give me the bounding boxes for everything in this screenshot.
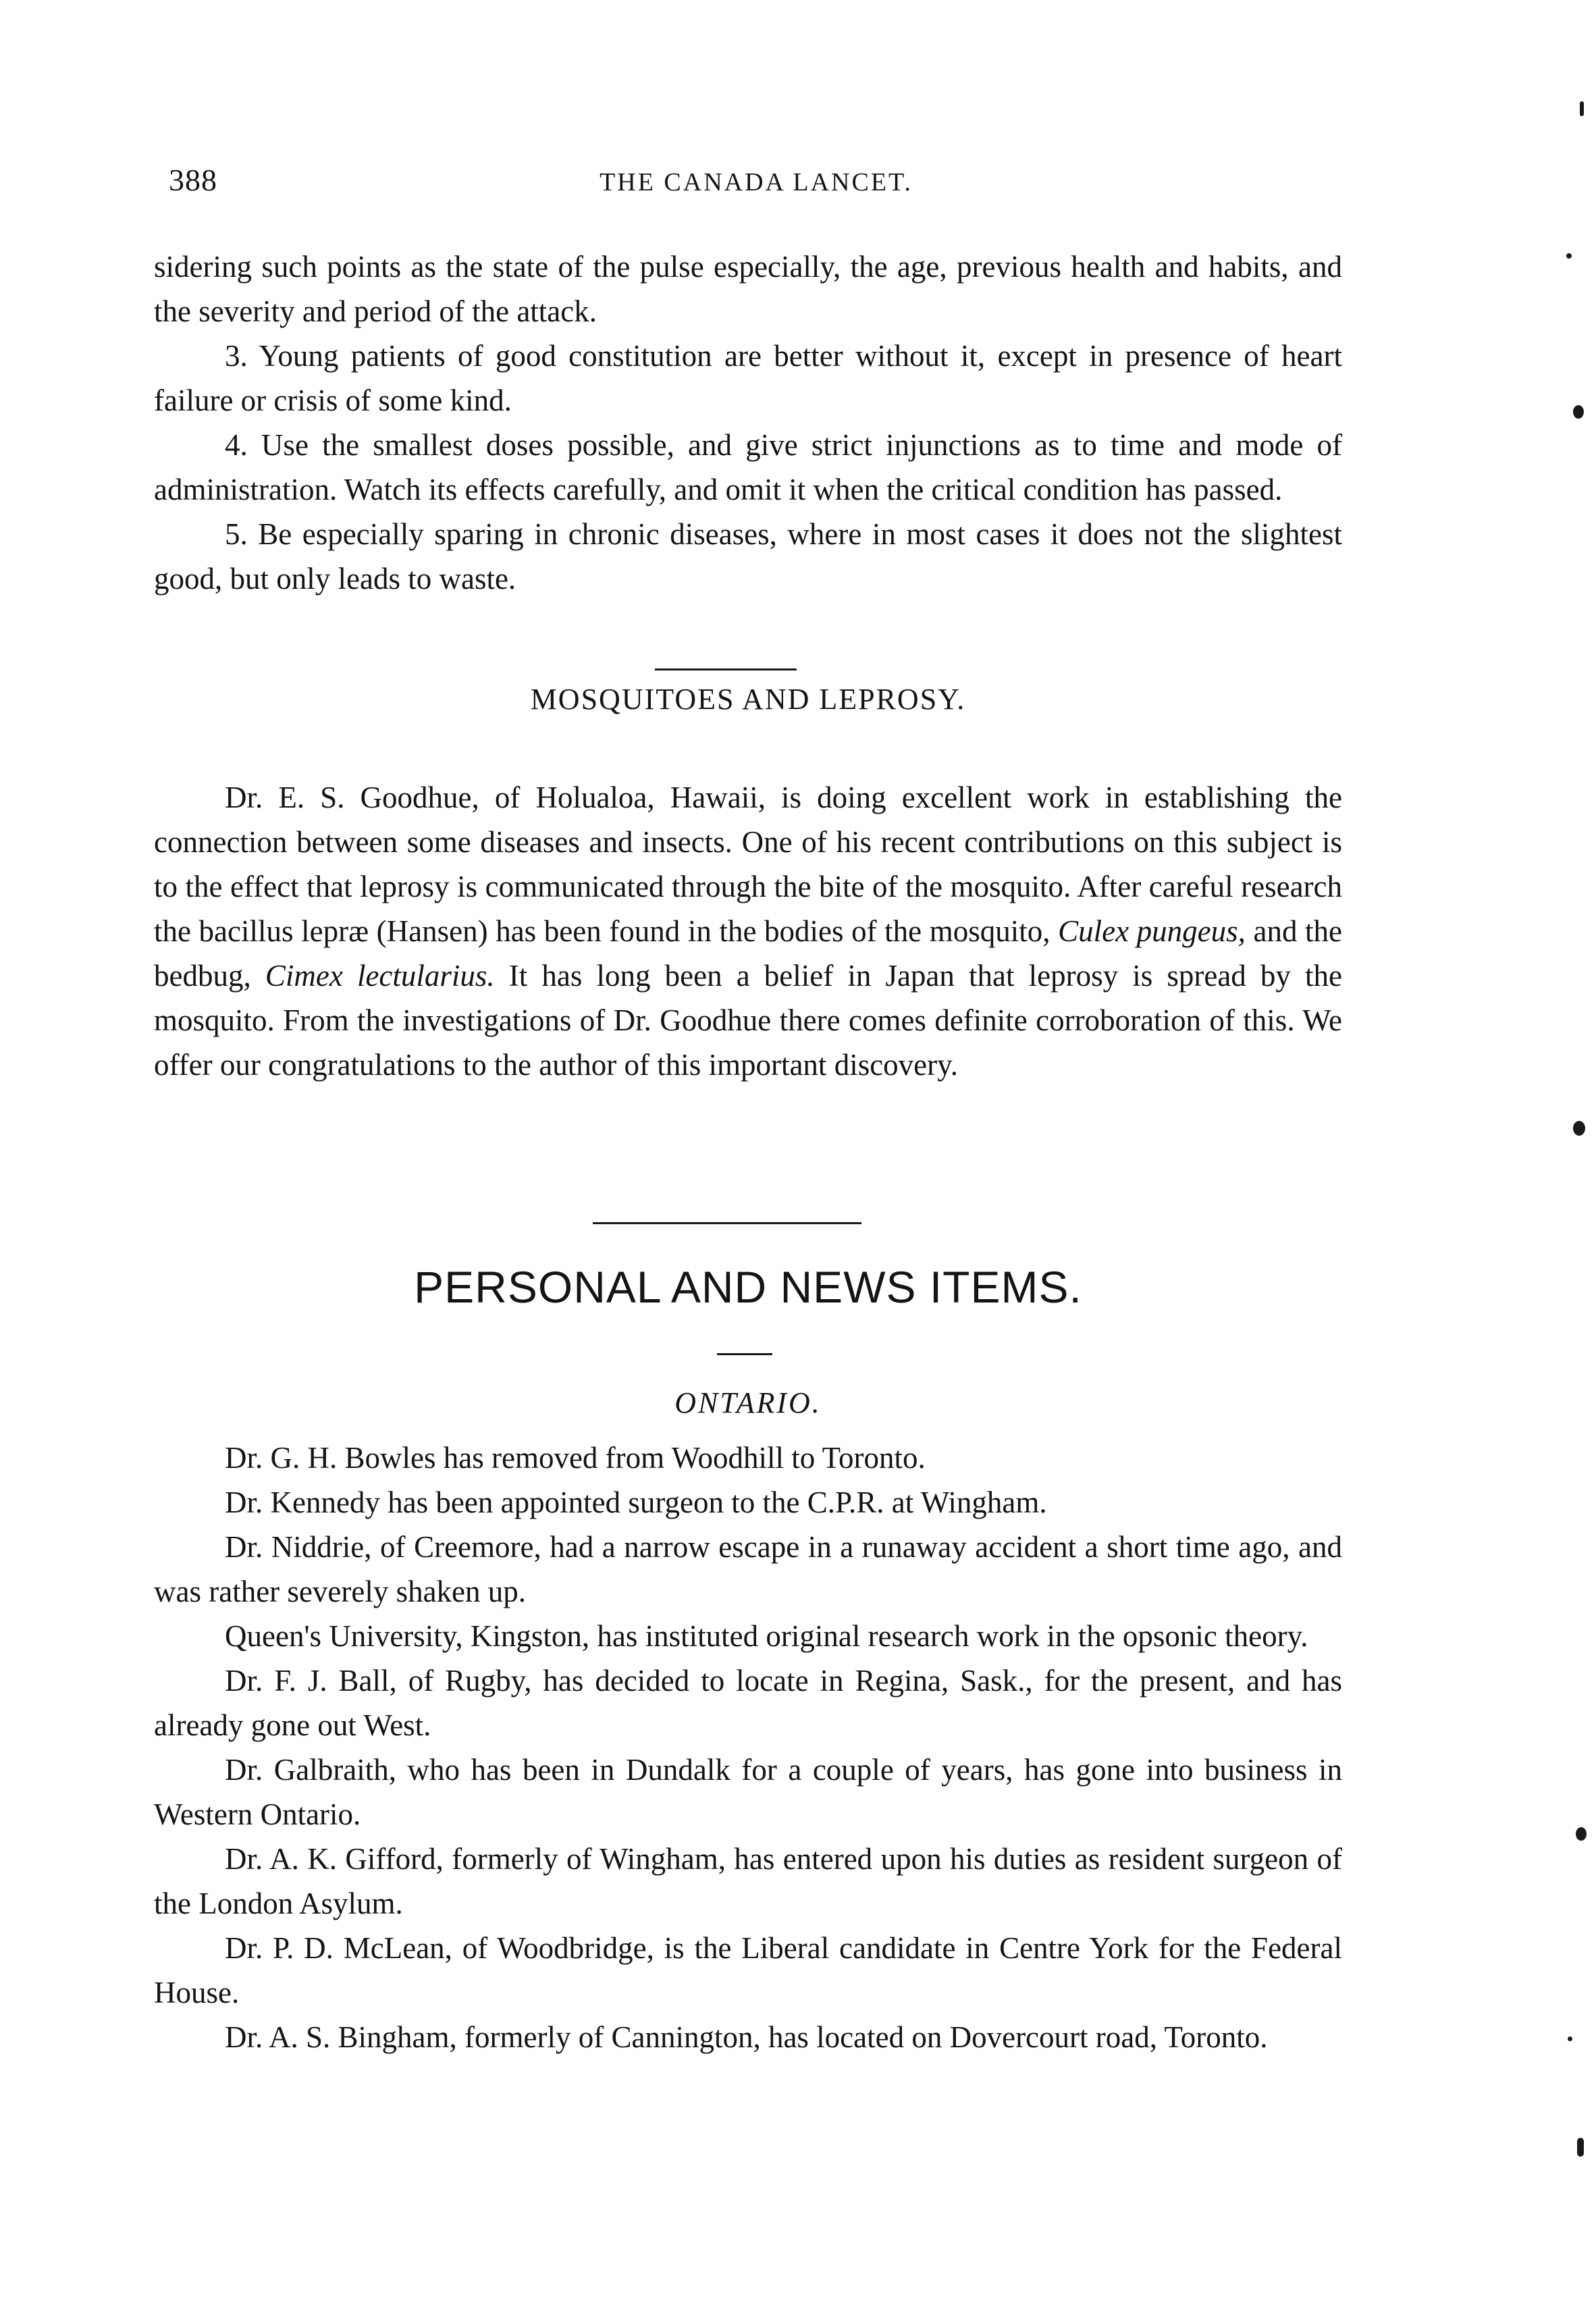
mosquitoes-text-2: and the bedbug, (154, 914, 1343, 993)
page-number: 388 (169, 163, 217, 197)
scan-speck (1568, 2036, 1572, 2041)
section-rule (655, 668, 797, 670)
mosquitoes-section (154, 775, 1342, 1087)
running-head: THE CANADA LANCET. (600, 168, 913, 196)
intro-paragraph-3: 4. Use the smallest doses possible, and give strict injunctions as to time and mode of administration. Watch its effects carefully, and omit it when the critical condition has passed. (154, 428, 1342, 506)
intro-section (154, 244, 1342, 601)
news-heading: PERSONAL AND NEWS ITEMS. (414, 1262, 1082, 1312)
section-rule-long (593, 1222, 861, 1224)
news-item: Dr. A. S. Bingham, formerly of Cannington, has located on Dovercourt road, Toronto. (225, 2020, 1268, 2054)
ontario-subheading: ONTARIO. (674, 1386, 822, 1419)
intro-paragraph-1: sidering such points as the state of the pulse especially, the age, previous health and habits, and the severity and period of the attack. (154, 250, 1342, 328)
mosquitoes-text-1: Dr. E. S. Goodhue, of Holualoa, Hawaii, is doing excellent work in establishing the connection between some diseases and insects. One of his recent contributions on this subject is to the effect that leprosy is communicated through the bite of the mosquito. After careful research the bacillus lepræ (Hansen) has been found in the bodies of the mosquito, (154, 781, 1342, 948)
news-item: Dr. Kennedy has been appointed surgeon to the C.P.R. at Wingham. (225, 1485, 1047, 1519)
news-section (154, 1436, 1342, 2059)
news-item: Dr. P. D. McLean, of Woodbridge, is the Liberal candidate in Centre York for the Federal House. (154, 1931, 1342, 2009)
species-culex: Culex pungeus, (1058, 914, 1246, 948)
mosquitoes-heading: MOSQUITOES AND LEPROSY. (530, 683, 966, 716)
news-item: Dr. G. H. Bowles has removed from Woodhill to Toronto. (225, 1441, 926, 1475)
scan-speck (1566, 253, 1572, 259)
scan-speck (1577, 2138, 1584, 2157)
intro-paragraph-4: 5. Be especially sparing in chronic diseases, where in most cases it does not the slightest good, but only leads to waste. (154, 517, 1342, 596)
news-item: Dr. F. J. Ball, of Rugby, has decided to locate in Regina, Sask., for the present, and has already gone out West. (154, 1664, 1342, 1742)
mosquitoes-text-3: It has long been a belief in Japan that leprosy is spread by the mosquito. From the investigations of Dr. Goodhue there comes definite corroboration of this. We offer our congratulations to the author of this important discovery. (154, 959, 1342, 1082)
scan-speck (1576, 1827, 1587, 1841)
news-item: Dr. Galbraith, who has been in Dundalk for a couple of years, has gone into business in Western Ontario. (154, 1753, 1342, 1831)
scan-speck (1573, 1121, 1585, 1136)
intro-paragraph-2: 3. Young patients of good constitution are better without it, except in presence of heart failure or crisis of some kind. (154, 339, 1342, 417)
scan-speck (1573, 405, 1584, 419)
news-item: Dr. Niddrie, of Creemore, had a narrow escape in a runaway accident a short time ago, and was rather severely shaken up. (154, 1530, 1342, 1608)
heading-rule-short (717, 1353, 772, 1355)
page-header (169, 162, 1344, 203)
news-item: Dr. A. K. Gifford, formerly of Wingham, has entered upon his duties as resident surgeon of the London Asylum. (154, 1842, 1342, 1920)
news-item: Queen's University, Kingston, has instituted original research work in the opsonic theory. (225, 1619, 1308, 1653)
scan-speck (1580, 101, 1584, 116)
species-cimex: Cimex lectularius. (265, 959, 495, 993)
mosquitoes-paragraph (154, 775, 1342, 1087)
